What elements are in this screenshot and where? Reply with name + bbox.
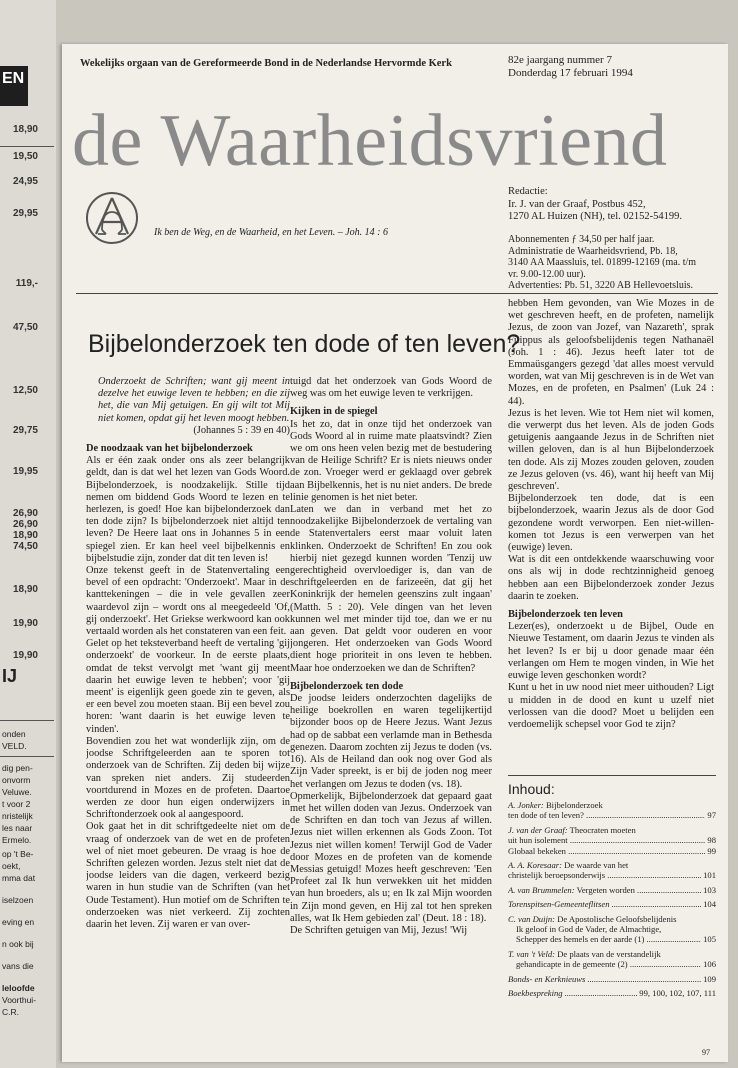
section-heading: Kijken in de spiegel (290, 406, 378, 418)
toc-page: 105 (703, 934, 716, 945)
editorial-contact (508, 186, 722, 224)
paragraph: Onze tekenst geeft in de Statenvertaling een bevel of een opdracht: 'Onderzoekt'. Maar in de kanttekeningen – die in vele gevallen zeer waardevol zijn – wordt ons al meegedeeld 'Of, gij onderzoekt'. Het Griekse werkwoord kan ook vertaald worden als het constateren van een feit. (86, 565, 290, 638)
prev-snippet: Ermelo. (2, 835, 32, 845)
prev-snippet: leloofde (2, 983, 35, 993)
prev-price: 19,90 (12, 650, 38, 661)
prev-snippet: onvorm (2, 775, 31, 785)
redactie-address: Ir. J. van der Graaf, Postbus 452, (508, 198, 646, 210)
motto: Ik ben de Weg, en de Waarheid, en het Leven. – Joh. 14 : 6 (154, 227, 389, 238)
newspaper-title: de Waarheidsvriend (72, 100, 668, 182)
toc-title: Bonds- en Kerknieuws ..... (508, 974, 701, 984)
toc-title: Vergeten worden (576, 884, 635, 895)
prev-price: 26,90 (12, 519, 38, 530)
toc-title: gehandicapte in de gemeente (2) ..... (516, 959, 701, 969)
paragraph: Kunt u het in uw nood niet meer uithouden? Ligt u midden in de dood en kunt u uzelf niet verlossen van die dood? Moet u belijden een verdoemelijk schepsel voor God te zijn? (508, 682, 714, 730)
toc-line: Ik geloof in God de Vader, de Almachtige, (516, 924, 662, 935)
redactie-phone: 1270 AL Huizen (NH), tel. 02152-54199. (508, 211, 682, 222)
paragraph: Laten we dan in verband met het zo noodzakelijke Bijbelonderzoek de vertaling van de Statenvertalers eerst maar voluit laten klinken. Onderzoekt de Schriften! En zou ook hierbij niet gezegd kunnen worden 'Tenzij uw gerechtigheid overvloediger is, dan van de schriftgeleerden en de farizeeën, dat gij het Koninkrijk der hemelen geenszins zult ingaan' (Matth. 5 : 20). Vele dingen van het leven kunnen wel met minder tijd toe, dan we er nu aan geven. Dat geldt voor ouderen en voor jongeren. Het onderzoeken van Gods Woord dient hoge prioriteit in ons leven te hebben. Maar hoe onderzoeken we dan de Schriften? (290, 504, 492, 674)
paragraph: Jezus is het leven. Wie tot Hem niet wil komen, die verwerpt dus het leven. Als de joden Gods getuigenis aangaande Jezus in de Schriften niet willen geloven, dan is al hun Bijbelonderzoek ten dode. Als zij Mozes zouden geloven, zouden ze Jezus geloven (vs. 46), want hij heeft van Mij geschreven'. (508, 407, 714, 493)
toc-entry (508, 885, 716, 895)
toc-entry (508, 860, 716, 881)
toc-entry (508, 988, 716, 998)
toc-title: Globaal bekeken ..... (508, 846, 705, 856)
article-column-1 (86, 376, 290, 1056)
prev-snippet: iselzoen (2, 895, 34, 905)
toc-entry (508, 974, 716, 984)
prev-snippet: nristelijk (2, 811, 33, 821)
prev-page-tab: EN (0, 66, 28, 106)
section-heading: Bijbelonderzoek ten dode (290, 680, 404, 692)
toc-title: uit hun isolement ..... (508, 835, 705, 845)
toc-page: 99, 100, 102, 107, 111 (639, 988, 716, 999)
toc-page: 103 (703, 884, 716, 895)
prev-snippet: onden (2, 729, 26, 739)
section-heading: Bijbelonderzoek ten leven (508, 609, 623, 621)
prev-divider (0, 756, 54, 757)
prev-price: 74,50 (12, 541, 38, 552)
issue-date: Donderdag 17 februari 1994 (508, 67, 633, 79)
issue-info (508, 54, 633, 80)
prev-price: 29,75 (12, 425, 38, 436)
prev-snippet: mma dat (2, 873, 36, 883)
redactie-label: Redactie: (508, 186, 548, 197)
subscription-price: Abonnementen ƒ 34,50 per half jaar. (508, 234, 655, 245)
prev-snippet: Veluwe. (2, 787, 32, 797)
toc-line: De Apostolische Geloofsbelijdenis (557, 913, 677, 924)
toc-page: 106 (703, 959, 716, 970)
issue-volume: 82e jaargang nummer 7 (508, 54, 612, 66)
prev-snippet: op 't Be- (2, 849, 34, 859)
masthead-divider (76, 293, 718, 294)
paragraph: Wat is dit een ontdekkende waarschuwing voor ons als wij in dode rechtzinnigheid genoeg hebben aan een Bijbelonderzoek zonder Jezus daarin te zoeken. (508, 554, 714, 602)
prev-price: 19,50 (12, 151, 38, 162)
scripture-reference: (Johannes 5 : 39 en 40) (193, 424, 290, 436)
toc-page: 99 (707, 845, 716, 856)
article-column-3 (508, 298, 714, 780)
prev-divider (0, 720, 54, 721)
paragraph: Ook gaat het in dit schriftgedeelte niet om de vraag of onderzoek van de wet en de profeten wel of niet moet gebeuren. De vraag is hoe de Schriften gelezen worden. Jezus stelt niet dat de joodse leiders van die dagen, verkeerd bezig waren in hun studie van de Schriften (van het Oude Testament). Hun motief om de Schriften te onderzoeken was niet verkeerd. Zij zochten daarin het leven. Zij waren er van over- (86, 821, 290, 930)
toc-entry (508, 899, 716, 909)
toc-title: Boekbespreking ..... (508, 988, 637, 998)
prev-snippet: dig pen- (2, 763, 33, 773)
admin-address: Administratie de Waarheidsvriend, Pb. 18, (508, 245, 678, 257)
toc-entry (508, 949, 716, 970)
prev-price: 18,90 (12, 124, 38, 135)
toc-title: Schepper des hemels en der aarde (1) ..... (516, 934, 701, 944)
prev-price: 119,- (15, 278, 38, 289)
paragraph: Opmerkelijk, Bijbelonderzoek dat gepaard gaat met het willen doden van Jezus. Onderzoek van de Schriften en dan toch van Jezus af willen. Jezus niet willen erkennen als Gods Zoon. Tot Jezus niet willen komen! Terwijl God de Vader door Mozes en de profeten van de komende Messias getuigd! Mozes heeft geschreven: 'Een Profeet zal Ik hun verwekken uit het midden van hun broeders, als u; en Ik zal Mijn woorden in Zijn mond geven, en Hij zal tot hen spreken alles, wat Ik Hem gebieden zal' (Deut. 18 : 18). (290, 790, 492, 924)
paragraph: Bovendien zou het wat wonderlijk zijn, om de joodse Schriftgeleerden aan te sporen tot onderzoek van de Schriften. Zij deden bij wijze van spreken niet anders. Zij studeerden voortdurend in Mozes en de profeten. Daartoe werden ze door hun eigen onderwijzers in Schriftonderzoek ook al aangespoord. (86, 735, 290, 821)
admin-address: 3140 AA Maassluis, tel. 01899-12169 (ma. t/m (508, 257, 697, 268)
alpha-omega-logo-icon (84, 190, 140, 246)
scripture-quote: Onderzoekt de Schriften; want gij meent in dezelve het euwige leven te hebben; en die zij het, die van Mij getuigen. En gij wilt tot Mij niet komen, opdat gij het leven moogt hebben. (98, 376, 290, 424)
prev-snippet: C.R. (2, 1007, 19, 1017)
article-headline: Bijbelonderzoek ten dode of ten leven? (88, 330, 521, 358)
prev-snippet: n ook bij (2, 939, 34, 949)
paragraph: Als er één zaak onder ons als zeer belangrijk geldt, dan is dat wel het lezen van Gods Woord. Bijbelonderzoek, is noodzakelijk. Stille tijd nemen om biddend Gods Woord te lezen en te herlezen, is goed! Hoe kan bijbelonderzoek dan ten dode zijn? Is bijbelonderzoek niet altijd ten leven? De Heere laat ons in Johannes 5 in een spiegel zien. Er kan heel veel bijbelkennis en bijbelstudie zijn, zonder dat dit ten leven is! (86, 455, 290, 564)
paragraph: Bijbelonderzoek ten dode, dat is een bijbelonderzoek, waarin Jezus als de door God gezondene wordt verworpen. Een niet-willen-komen tot Jezus is een verwerpen van het (euwige) leven. (508, 493, 714, 554)
paragraph: hebben Hem gevonden, van Wie Mozes in de wet geschreven heeft, en de profeten, namelijk Jezus, de zoon van Jozef, van Nazareth', sprak Filippus als geloofsbelijdenis tegen Nathanaël (Joh. 1 : 46). Jezus heeft later tot de Emmaüsgangers gezegd 'dat alles moest vervuld worden, wat van Mij geschreven is in de Wet van Mozes, en de profeten, en Psalmen' (Luk 24 : 44). (508, 298, 714, 407)
toc-entry (508, 914, 716, 945)
prev-price: 24,95 (12, 176, 38, 187)
prev-snippet: les naar (2, 823, 33, 833)
toc-entry (508, 825, 716, 856)
prev-snippet: t voor 2 (2, 799, 31, 809)
advertising-address: Advertenties: Pb. 51, 3220 AB Hellevoetsluis. (508, 280, 693, 291)
toc-page: 98 (707, 835, 716, 846)
administration-info (508, 234, 722, 292)
prev-price: 19,95 (12, 466, 38, 477)
table-of-contents (508, 800, 716, 1003)
prev-snippet: eving en (2, 917, 35, 927)
prev-price: 18,90 (12, 530, 38, 541)
toc-line: Bijbelonderzoek (545, 800, 603, 810)
toc-title: christelijk beroepsonderwijs ..... (508, 870, 701, 880)
toc-page: 101 (703, 870, 716, 881)
prev-price: 12,50 (12, 385, 38, 396)
toc-author: C. van Duijn: (508, 913, 556, 924)
prev-price: 26,90 (12, 508, 38, 519)
toc-line: De plaats van de verstandelijk (557, 948, 661, 959)
toc-title: ten dode of ten leven? ..... (508, 810, 705, 820)
toc-page: 109 (703, 973, 716, 984)
masthead-subtitle: Wekelijks orgaan van de Gereformeerde Bond in de Nederlandse Hervormde Kerk (80, 58, 452, 69)
toc-author: J. van der Graaf: (508, 824, 568, 835)
toc-line: De waarde van het (564, 860, 629, 871)
toc-author: A. A. Koresaar: (508, 860, 562, 871)
prev-price: 47,50 (12, 322, 38, 333)
paragraph: Is het zo, dat in onze tijd het onderzoek van Gods Woord al in ruime mate plaatsvindt? Zien we om ons heen velen bezig met de bestudering van de Heilige Schrift? Er is niets nieuws onder de zon. Vroeger werd er geklaagd over gebrek aan Bijbelkennis, het is nu niet anders. De brede linie genomen is het niet beter. (290, 418, 492, 503)
contents-title: Inhoud: (508, 781, 555, 797)
prev-snippet: VELD. (2, 741, 27, 751)
contents-divider (508, 775, 716, 776)
toc-line: Theocraten moeten (569, 824, 636, 835)
paragraph: Gelet op het teksteverband heeft de vertaling 'gij onderzoekt' de voorkeur. In de eerste plaats, omdat de tekst vervolgt met 'want gij meent daarin het euwige leven te hebben'; voor 'gij meent' is eigenlijk geen goede zin te geven, als er een bevel zou moeten staan. Bij een bevel zou horen: 'want daarin is het euwige leven te vinden'. (86, 638, 290, 735)
toc-page: 97 (707, 810, 716, 821)
toc-author: A. Jonker: (508, 800, 544, 810)
admin-hours: vr. 9.00-12.00 uur). (508, 268, 586, 280)
page-number: 97 (702, 1048, 710, 1057)
prev-snippet: vans die (2, 961, 34, 971)
prev-divider (0, 146, 54, 147)
prev-price: 29,95 (12, 208, 38, 219)
paragraph: Lezer(es), onderzoekt u de Bijbel, Oude en Nieuwe Testament, om daarin Jezus te vinden als het leven? Is er bij u door genade maar één verlangen om Hem te mogen vinden, in Wie het euwige leven geschonken wordt? (508, 621, 714, 682)
previous-page-edge (0, 0, 56, 1068)
prev-heading: IJ (2, 666, 18, 686)
paragraph: De joodse leiders onderzochten dagelijks de heilige boekrollen en waren tegelijkertijd bijzonder boos op de Heere Jezus. Want Jezus had op de sabbat een verlamde man in Bethesda genezen. Daarom zochten zij Jezus te doden (vs. 16). Als de Heiland dan ook nog over God als Zijn Vader spreekt, is er bij de joden nog meer het verlangen om Jezus te doden (vs. 18). (290, 693, 492, 790)
article-column-2 (290, 376, 492, 1056)
toc-page: 104 (703, 899, 716, 910)
prev-snippet: oekt, (2, 861, 21, 871)
prev-price: 18,90 (12, 584, 38, 595)
toc-author: A. van Brummelen: (508, 884, 575, 895)
toc-entry (508, 800, 716, 821)
newspaper-page (62, 44, 728, 1062)
section-heading: De noodzaak van het bijbelonderzoek (86, 443, 253, 455)
paragraph: De Schriften getuigen van Mij, Jezus! 'Wij (290, 924, 468, 936)
prev-snippet: Voorthui- (2, 995, 37, 1005)
prev-price: 19,90 (12, 618, 38, 629)
paragraph: tuigd dat het onderzoek van Gods Woord de weg was om het euwige leven te verkrijgen. (290, 376, 492, 400)
toc-title: Torenspitsen-Gemeenteflitsen ..... (508, 899, 701, 909)
toc-author: T. van 't Veld: (508, 948, 556, 959)
